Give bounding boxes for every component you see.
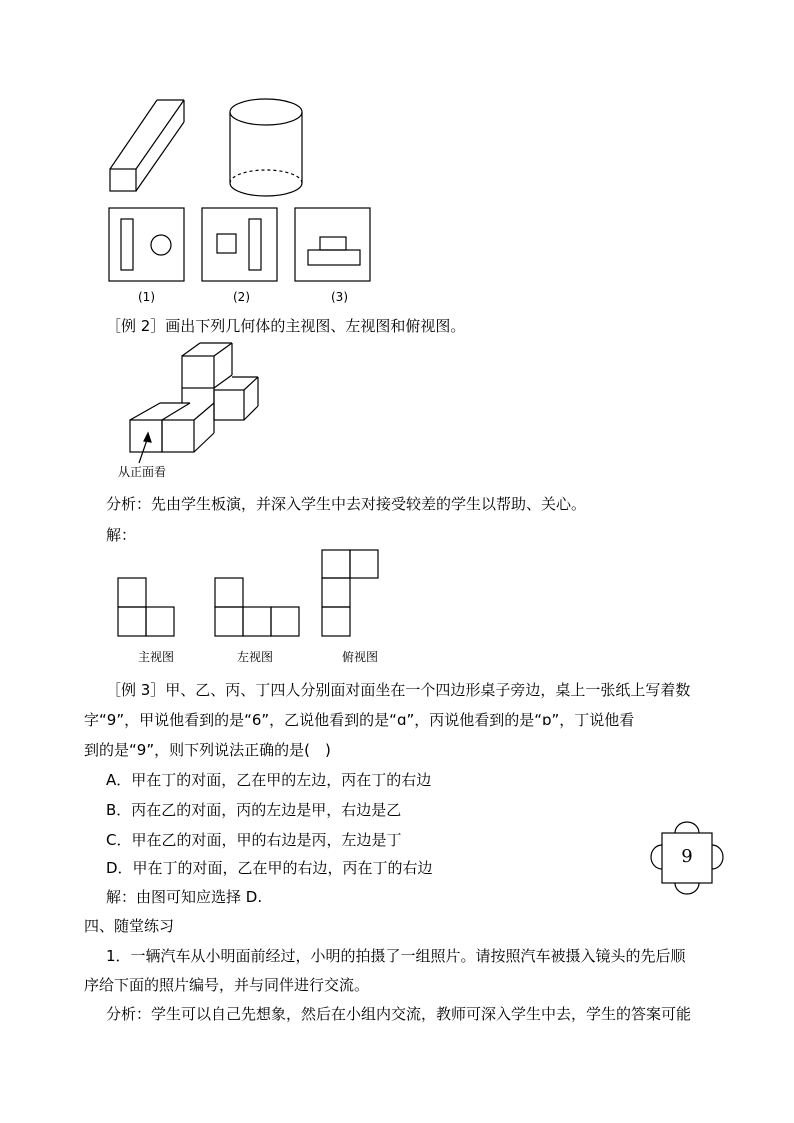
figure-label-2: (2) [233,290,250,304]
example3-line3: 到的是“9”，则下列说法正确的是( ) [84,741,331,759]
figure-label-3: (3) [331,290,348,304]
option-a: A．甲在丁的对面，乙在甲的左边，丙在丁的右边 [106,771,432,789]
example2-title: ［例 2］画出下列几何体的主视图、左视图和俯视图。 [106,317,466,335]
section4-analysis: 分析：学生可以自己先想象，然后在小组内交流，教师可深入学生中去，学生的答案可能 [106,1005,692,1023]
example2-analysis: 分析：先由学生板演，并深入学生中去对接受较差的学生以帮助、关心。 [106,495,587,513]
option-d: D．甲在丁的对面，乙在甲的右边，丙在丁的右边 [106,859,433,877]
option-b: B．丙在乙的对面，丙的左边是甲，右边是乙 [106,801,402,819]
example3-line2: 字“9”，甲说他看到的是“6”，乙说他看到的是“ɑ”，丙说他看到的是“ɒ”，丁说他看 [84,711,635,729]
q1-line1: 1．一辆汽车从小明面前经过，小明的拍摄了一组照片。请按照汽车被摄入镜头的先后顺 [106,947,686,965]
figure-label-1: (1) [138,290,155,304]
top-view-label: 俯视图 [342,650,379,664]
option-c: C．甲在乙的对面，甲的右边是丙，左边是丁 [106,831,402,849]
example3-solution: 解：由图可知应选择 D. [106,888,263,906]
left-view-label: 左视图 [237,650,274,664]
section4-heading: 四、随堂练习 [84,917,175,935]
front-view-label: 主视图 [138,650,175,664]
example2-solution: 解： [106,526,137,544]
q1-line2: 序给下面的照片编号，并与同伴进行交流。 [84,976,370,994]
example3-line1: ［例 3］甲、乙、丙、丁四人分别面对面坐在一个四边形桌子旁边，桌上一张纸上写着数 [106,681,691,699]
table-number: 9 [681,846,693,867]
arrow-label: 从正面看 [118,465,167,479]
